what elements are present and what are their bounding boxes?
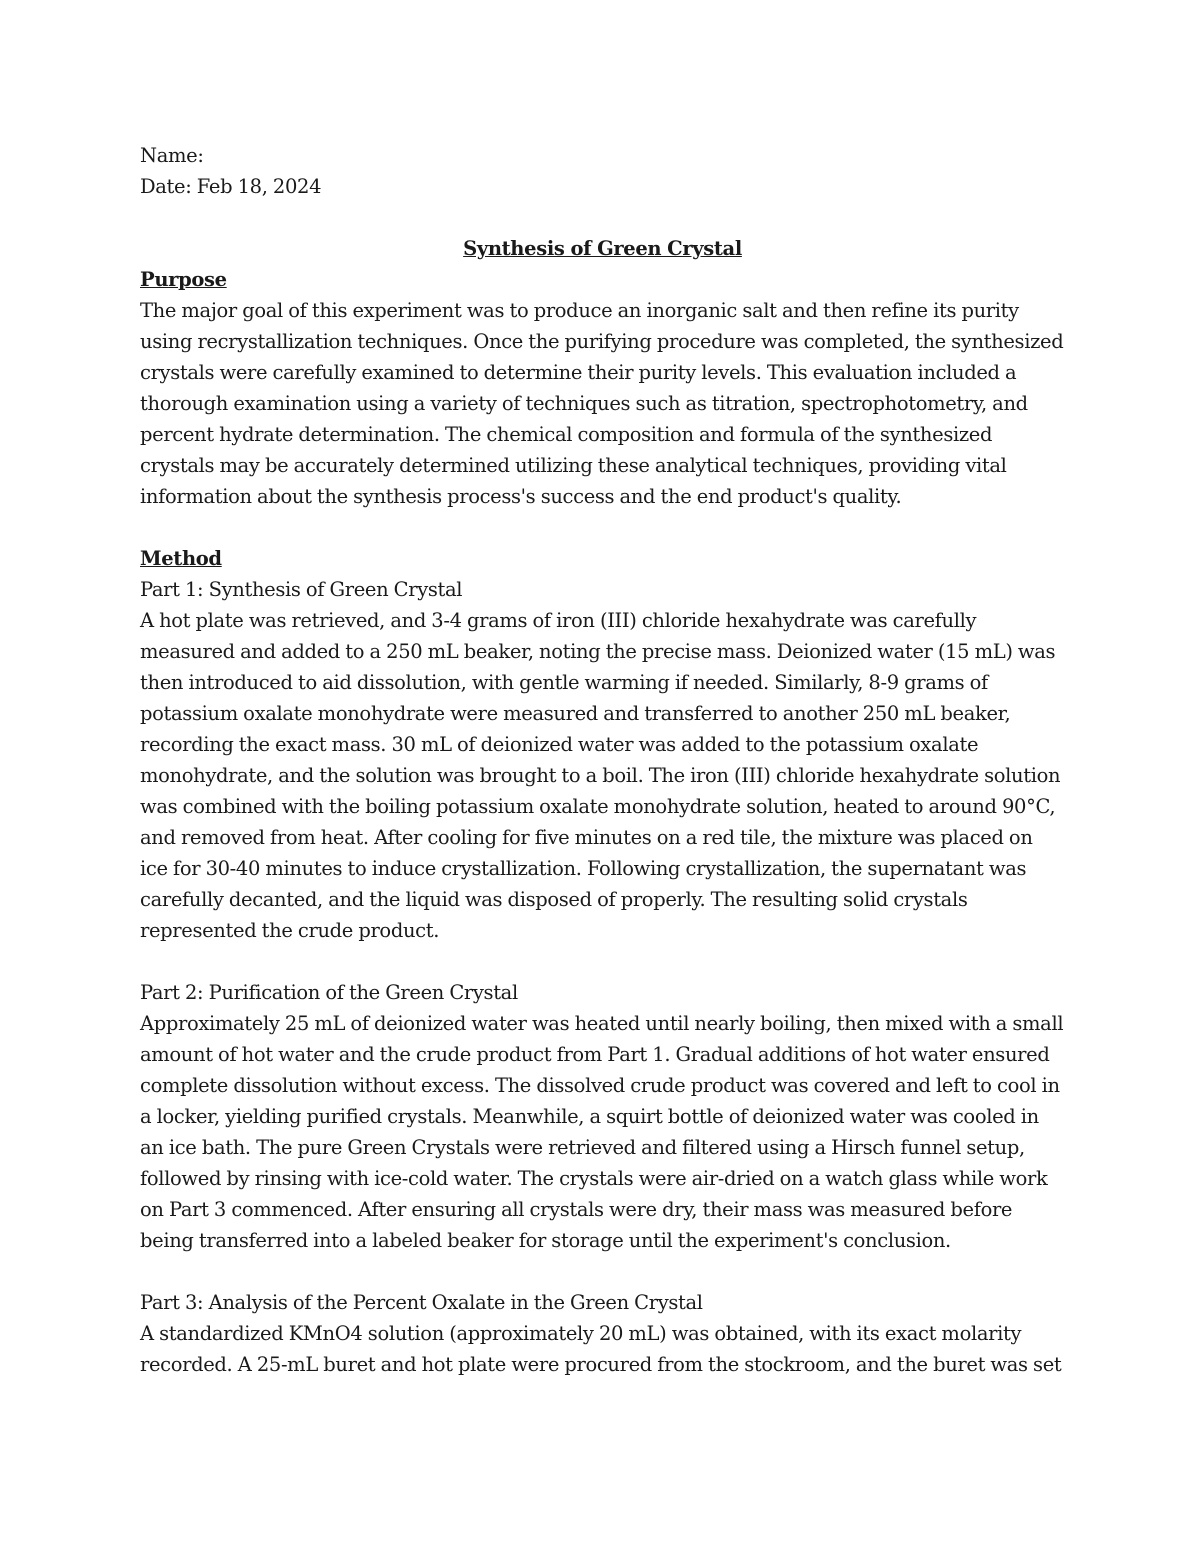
document-body — [140, 140, 1065, 1380]
spacer — [140, 1256, 1065, 1287]
spacer — [140, 512, 1065, 543]
purpose-heading: Purpose — [140, 268, 227, 291]
name-label: Name: — [140, 144, 204, 167]
part-2-paragraph: Approximately 25 mL of deionized water was heated until nearly boiling, then mixed with a small amount of hot water and the crude product from Part 1. Gradual additions of hot water ensured complete dissolution without excess. The dissolved crude product was covered and left to cool in a locker, yielding purified crystals. Meanwhile, a squirt bottle of deionized water was cooled in an ice bath. The pure Green Crystals were retrieved and filtered using a Hirsch funnel setup, followed by rinsing with ice-cold water. The crystals were air-dried on a watch glass while work on Part 3 commenced. After ensuring all crystals were dry, their mass was measured before being transferred into a labeled beaker for storage until the experiment's conclusion. — [140, 1012, 1064, 1252]
part-1-paragraph: A hot plate was retrieved, and 3-4 grams of iron (III) chloride hexahydrate was carefully measured and added to a 250 mL beaker, noting the precise mass. Deionized water (15 mL) was then introduced to aid dissolution, with gentle warming if needed. Similarly, 8-9 grams of potassium oxalate monohydrate were measured and transferred to another 250 mL beaker, recording the exact mass. 30 mL of deionized water was added to the potassium oxalate monohydrate, and the solution was brought to a boil. The iron (III) chloride hexahydrate solution was combined with the boiling potassium oxalate monohydrate solution, heated to around 90°C, and removed from heat. After cooling for five minutes on a red tile, the mixture was placed on ice for 30-40 minutes to induce crystallization. Following crystallization, the supernatant was carefully decanted, and the liquid was disposed of properly. The resulting solid crystals represented the crude product. — [140, 609, 1061, 942]
document-title: Synthesis of Green Crystal — [463, 237, 742, 260]
date-label: Date: Feb 18, 2024 — [140, 175, 322, 198]
part-3-title: Part 3: Analysis of the Percent Oxalate in the Green Crystal — [140, 1291, 703, 1314]
part-1-title: Part 1: Synthesis of Green Crystal — [140, 578, 463, 601]
method-heading: Method — [140, 547, 222, 570]
part-3-paragraph: A standardized KMnO4 solution (approximately 20 mL) was obtained, with its exact molarity recorded. A 25-mL buret and hot plate were procured from the stockroom, and the buret was set — [140, 1322, 1062, 1376]
spacer — [140, 202, 1065, 233]
spacer — [140, 946, 1065, 977]
purpose-paragraph: The major goal of this experiment was to produce an inorganic salt and then refine its purity using recrystallization techniques. Once the purifying procedure was completed, the synthesized crystals were carefully examined to determine their purity levels. This evaluation included a thorough examination using a variety of techniques such as titration, spectrophotometry, and percent hydrate determination. The chemical composition and formula of the synthesized crystals may be accurately determined utilizing these analytical techniques, providing vital information about the synthesis process's success and the end product's quality. — [140, 299, 1064, 508]
part-2-title: Part 2: Purification of the Green Crystal — [140, 981, 518, 1004]
